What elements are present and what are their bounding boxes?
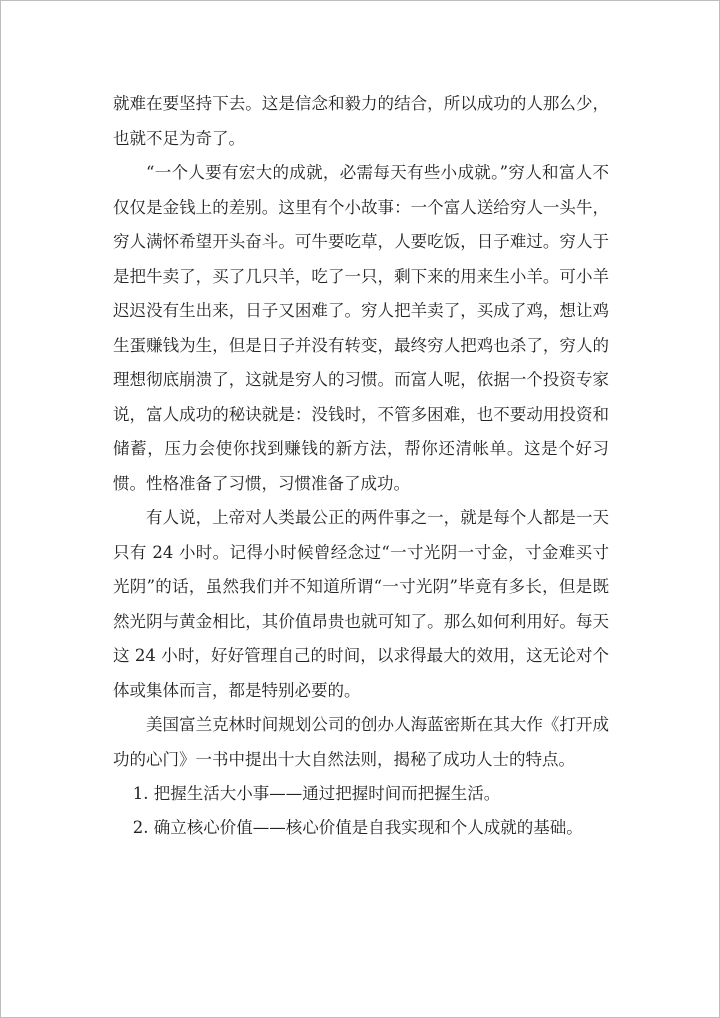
paragraph-natural-laws: 美国富兰克林时间规划公司的创办人海蓝密斯在其大作《打开成功的心门》一书中提出十大自然法则，揭秘了成功人士的特点。 xyxy=(113,715,609,769)
list-item: 2. 确立核心价值——核心价值是自我实现和个人成就的基础。 xyxy=(132,818,583,837)
list-item: 1. 把握生活大小事——通过把握时间而把握生活。 xyxy=(132,784,501,803)
paragraph-continuation: 就难在要坚持下去。这是信念和毅力的结合，所以成功的人那么少，也就不足为奇了。 xyxy=(113,94,609,148)
paragraph-rich-and-poor: “一个人要有宏大的成就，必需每天有些小成就。”穷人和富人不仅仅是金钱上的差别。这里有个小故事：一个富人送给穷人一头牛，穷人满怀希望开头奋斗。可牛要吃草，人要吃饭，日子难过。穷人于是把牛卖了，买了几只羊，吃了一只，剩下来的用来生小羊。可小羊迟迟没有生出来，日子又困难了。穷人把羊卖了，买成了鸡，想让鸡生蛋赚钱为生，但是日子并没有转变，最终穷人把鸡也杀了，穷人的理想彻底崩溃了，这就是穷人的习惯。而富人呢，依据一个投资专家说，富人成功的秘诀就是：没钱时，不管多困难，也不要动用投资和储蓄，压力会使你找到赚钱的新方法，帮你还清帐单。这是个好习惯。性格准备了习惯，习惯准备了成功。 xyxy=(113,163,609,493)
paragraph-time-management: 有人说，上帝对人类最公正的两件事之一，就是每个人都是一天只有 24 小时。记得小时候曾经念过“一寸光阴一寸金，寸金难买寸光阴”的话，虽然我们并不知道所谓“一寸光阴”毕竟有多长，但是既然光阴与黄金相比，其价值昂贵也就可知了。那么如何利用好。每天这 24 小时，好好管理自己的时间，以求得最大的效用，这无论对个体或集体而言，都是特别必要的。 xyxy=(113,508,609,700)
document-body xyxy=(113,87,609,845)
